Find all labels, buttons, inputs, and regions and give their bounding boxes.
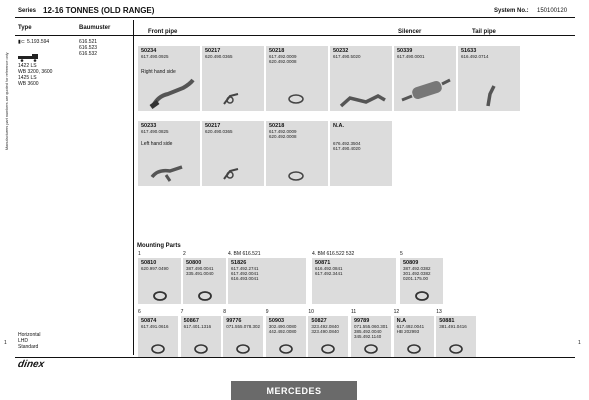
part-code: 50809 xyxy=(403,260,419,266)
clamp-icon xyxy=(362,343,380,355)
mounting-position-label: 13 xyxy=(436,309,442,315)
reference-note: Manufacturers part numbers are quoted for reference only xyxy=(5,52,9,150)
part-number: 620.490.0365 xyxy=(205,129,233,134)
mounting-part-box[interactable] xyxy=(138,316,178,358)
mounting-position-label: 7 xyxy=(180,309,184,315)
part-number: 617.492.0041 xyxy=(396,324,425,329)
page-left: 1 xyxy=(4,340,7,346)
part-number: 617.490.0925 xyxy=(141,54,169,59)
part-code: 51633 xyxy=(461,48,477,54)
part-box-right-2[interactable] xyxy=(202,46,264,111)
mounting-part-box[interactable] xyxy=(308,316,348,358)
baumuster-2: 616.523 xyxy=(79,45,98,51)
note-3: Standard xyxy=(18,344,39,350)
part-code: 50871 xyxy=(315,260,331,266)
part-code: N.A. xyxy=(333,123,344,129)
footer-rule xyxy=(15,357,575,358)
part-box-right-1[interactable] xyxy=(138,46,200,111)
part-number: 301.492.0382 xyxy=(403,271,431,276)
make-label: MERCEDES xyxy=(266,385,322,396)
mounting-position-label: 4. BM 616.522 532 xyxy=(312,251,355,257)
part-number: 617.492.2741 xyxy=(231,266,259,271)
model-2: WB 3200, 3600 xyxy=(18,69,53,75)
col-type: Type xyxy=(18,25,32,31)
make-banner xyxy=(231,381,357,400)
part-number: 442.492.0080 xyxy=(268,329,297,334)
part-number: 620.997.0490 xyxy=(141,266,169,271)
note-1: Horizontal xyxy=(18,332,41,338)
system-value: 150100120 xyxy=(537,8,568,14)
model-3: 1425 LS xyxy=(18,75,37,81)
mounting-part-box[interactable] xyxy=(436,316,476,358)
part-number: 617.491.0616 xyxy=(141,324,169,329)
mounting-position-label: 11 xyxy=(351,309,357,315)
mounting-part-box[interactable] xyxy=(181,316,221,358)
clamp-icon xyxy=(220,90,244,108)
part-code: 50218 xyxy=(269,123,285,129)
header-rule xyxy=(15,17,575,18)
part-box-right-3[interactable] xyxy=(266,46,328,111)
part-code: 50867 xyxy=(183,318,199,324)
left-panel-divider xyxy=(133,20,134,355)
part-number: 617.490.4020 xyxy=(333,146,361,151)
part-box-left-1[interactable] xyxy=(138,121,200,186)
part-number: 335.491.0040 xyxy=(186,271,214,276)
part-code: 50339 xyxy=(397,48,413,54)
part-box-left-3[interactable] xyxy=(266,121,328,186)
series-value: 12-16 TONNES (OLD RANGE) xyxy=(43,6,155,15)
clamp-icon xyxy=(196,290,214,302)
part-number: 071.555.078.302 xyxy=(226,324,260,329)
mounting-part-box[interactable] xyxy=(312,258,396,304)
part-code: 50881 xyxy=(439,318,455,324)
part-box-left-2[interactable] xyxy=(202,121,264,186)
part-number: 345.492.1140 xyxy=(354,334,382,339)
part-box-right-6[interactable] xyxy=(458,46,520,111)
part-number: 385.492.0040 xyxy=(354,329,382,334)
col-silencer: Silencer xyxy=(398,29,422,35)
part-box-left-4[interactable] xyxy=(330,121,392,186)
part-number: 617.492.3441 xyxy=(315,271,343,276)
part-number: 617.490.5020 xyxy=(333,54,361,59)
part-number: 617.492.0009 xyxy=(269,54,297,59)
mounting-position-label: 5 xyxy=(400,251,403,257)
footer-notes xyxy=(18,332,41,350)
series-label: Series xyxy=(18,8,37,14)
mounting-part-box[interactable] xyxy=(223,316,263,358)
part-code: 50874 xyxy=(141,318,157,324)
part-code: 50800 xyxy=(186,260,202,266)
part-number: 0201.175.00 xyxy=(403,276,429,281)
clamp-icon xyxy=(151,290,169,302)
part-number: 616.492.0841 xyxy=(315,266,343,271)
baumuster-1: 616.521 xyxy=(79,39,98,45)
part-number: 387.490.0041 xyxy=(186,266,214,271)
baumuster-list xyxy=(79,39,97,57)
mounting-part-box[interactable] xyxy=(228,258,306,304)
front-pipe-icon xyxy=(148,161,188,183)
system-label: System No.: xyxy=(494,8,529,14)
part-code: 50810 xyxy=(141,260,157,266)
clamp-icon xyxy=(413,290,431,302)
intermediate-pipe-icon xyxy=(338,88,388,110)
part-number: 676.492.3504 xyxy=(333,141,361,146)
part-code: 50217 xyxy=(205,48,221,54)
clamp-icon xyxy=(447,343,465,355)
part-code: 50903 xyxy=(268,318,285,324)
clamp-icon xyxy=(149,343,167,355)
part-code: 99789 xyxy=(354,318,370,324)
part-number: 302.490.0080 xyxy=(268,324,297,329)
part-number: 616.493.0041 xyxy=(231,276,259,281)
truck-icon xyxy=(18,49,38,55)
note-2: LHD xyxy=(18,338,29,344)
column-rule xyxy=(15,35,575,36)
mounting-position-label: 2 xyxy=(183,251,186,257)
part-number: 617.401.1316 xyxy=(183,324,212,329)
dinex-logo: dinex xyxy=(17,359,46,370)
col-tail-pipe: Tail pipe xyxy=(472,29,496,35)
part-code: 99776 xyxy=(226,318,242,324)
mounting-position-label: 12 xyxy=(393,309,400,315)
part-box-right-4[interactable] xyxy=(330,46,392,111)
mounting-part-box[interactable] xyxy=(183,258,226,304)
part-number: 617.490.0001 xyxy=(397,54,425,59)
mounting-position-label: 6 xyxy=(138,309,141,315)
displacement xyxy=(18,39,49,45)
part-code: 50232 xyxy=(333,48,349,54)
part-code: 50233 xyxy=(141,123,157,129)
mounting-part-box[interactable] xyxy=(266,316,306,358)
side-label: Right hand side xyxy=(141,69,176,75)
clamp-icon xyxy=(405,343,423,355)
part-number: 616.492.0714 xyxy=(461,54,489,59)
mounting-position-label: 10 xyxy=(308,309,314,315)
mounting-position-label: 1 xyxy=(138,251,141,257)
model-1: 1422 LS xyxy=(18,63,37,69)
model-4: WB 3600 xyxy=(18,81,39,87)
mounting-part-box[interactable] xyxy=(138,258,181,304)
mounting-position-label: 4. BM 616.521 xyxy=(228,251,261,257)
part-code: N.A xyxy=(396,318,407,324)
part-number: 617.492.0041 xyxy=(231,271,259,276)
part-code: 50827 xyxy=(311,318,327,324)
part-code: 50217 xyxy=(205,123,221,129)
part-number: 620.490.0365 xyxy=(205,54,233,59)
part-number: 617.492.0009 xyxy=(269,129,297,134)
page-right: 1 xyxy=(578,340,581,346)
mounting-position-label: 8 xyxy=(223,309,226,315)
col-front-pipe: Front pipe xyxy=(148,29,178,35)
part-box-right-5[interactable] xyxy=(394,46,456,111)
part-number: 387.492.0382 xyxy=(403,266,431,271)
clamp-icon xyxy=(192,343,210,355)
clamp-icon xyxy=(234,343,252,355)
clamp-icon xyxy=(220,165,244,183)
part-code: 50218 xyxy=(269,48,285,54)
mounting-position-label: 9 xyxy=(265,309,269,315)
part-code: 50234 xyxy=(141,48,157,54)
tail-pipe-icon xyxy=(482,82,500,108)
part-code: 51826 xyxy=(231,260,247,266)
gasket-icon xyxy=(286,92,306,106)
col-baumuster: Baumuster xyxy=(79,25,111,31)
part-number: 381.491.0416 xyxy=(439,324,467,329)
mounting-part-box[interactable] xyxy=(400,258,443,304)
clamp-icon xyxy=(319,343,337,355)
ccm-value: 5.193.594 xyxy=(26,39,50,45)
part-number: 620.492.0008 xyxy=(269,134,297,139)
mounting-part-box[interactable] xyxy=(394,316,434,358)
clamp-icon xyxy=(277,343,295,355)
mounting-part-box[interactable] xyxy=(351,316,391,358)
part-number: 620.492.0008 xyxy=(269,59,297,64)
baumuster-3: 616.532 xyxy=(79,51,98,57)
side-label: Left hand side xyxy=(141,141,173,147)
part-number: HB 202993 xyxy=(396,329,420,334)
part-number: 071.555.060.301 xyxy=(354,324,388,329)
mounting-title: Mounting Parts xyxy=(137,243,181,249)
part-number: 323.492.0840 xyxy=(311,324,339,329)
engine-icon: ▮⊂ xyxy=(18,39,25,45)
part-number: 617.490.0825 xyxy=(141,129,169,134)
part-number: 323.490.0840 xyxy=(311,329,339,334)
model-list xyxy=(18,63,52,87)
gasket-icon xyxy=(286,169,306,183)
front-pipe-icon xyxy=(148,76,198,110)
silencer-icon xyxy=(400,76,452,104)
